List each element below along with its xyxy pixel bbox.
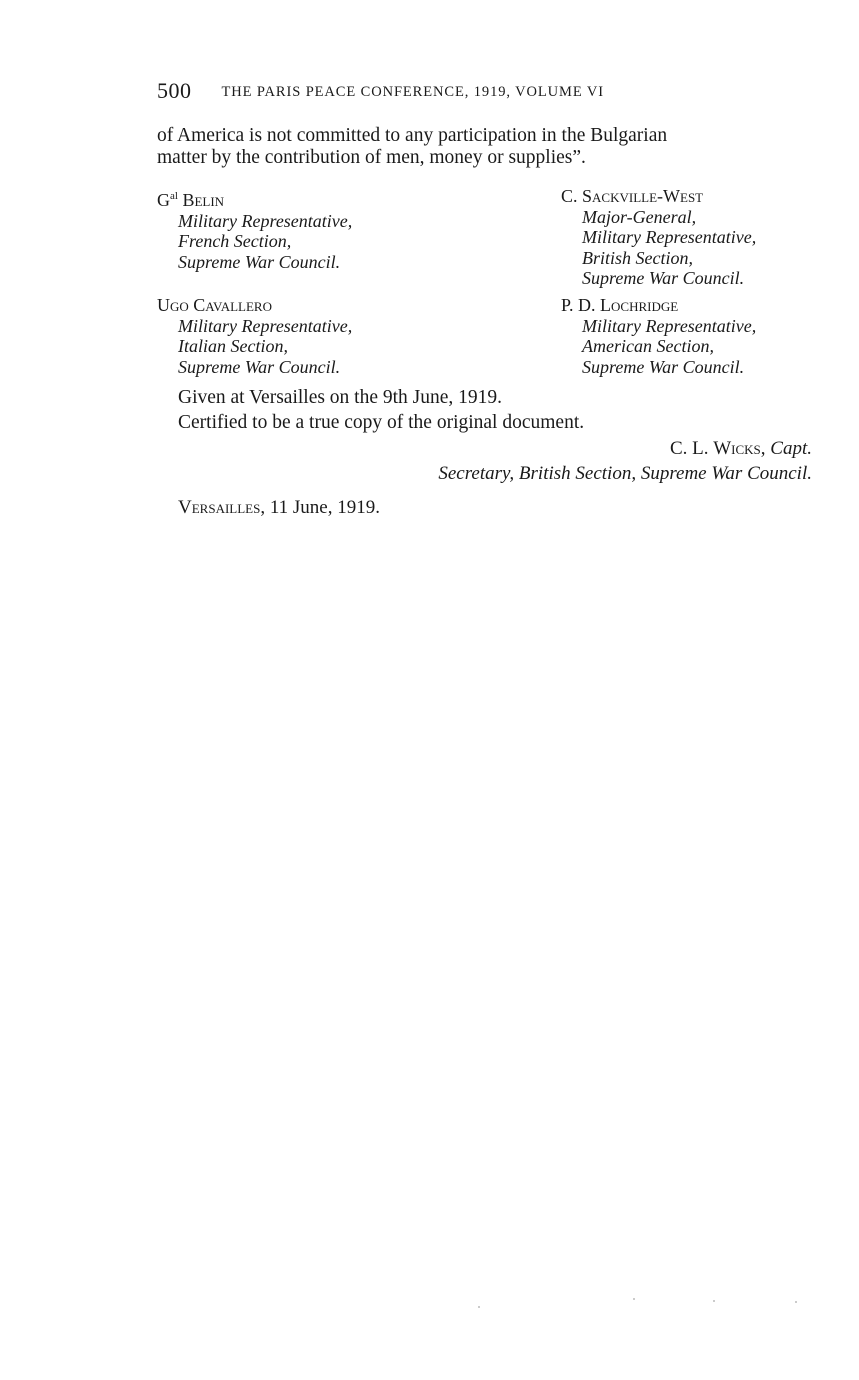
paragraph-line: matter by the contribution of men, money or supplies”.: [157, 147, 586, 168]
running-title: THE PARIS PEACE CONFERENCE, 1919, VOLUME VI: [221, 84, 604, 100]
signatory-role: Military Representative,: [178, 315, 353, 336]
signatory-section: American Section,: [582, 336, 714, 356]
signatory-name: C. Sackville-West: [561, 186, 704, 206]
signature-cavallero: [157, 295, 352, 377]
body-paragraph: [157, 125, 812, 169]
signature-lochridge: [561, 295, 756, 377]
signatory-name: $G^{al}$ Belin: [157, 190, 225, 210]
certification-line: Certified to be a true copy of the original document.: [178, 412, 585, 433]
given-at-line: Given at Versailles on the 9th June, 1919.: [178, 387, 503, 408]
signatory-council: Supreme War Council.: [582, 268, 745, 288]
signatory-section: British Section,: [582, 247, 693, 268]
signatory-council: Supreme War Council.: [582, 356, 745, 377]
signatory-council: Supreme War Council.: [178, 356, 341, 377]
signatory-role: Military Representative,: [582, 227, 757, 247]
place-date-line: Versailles, 11 June, 1919.: [178, 497, 380, 518]
signatory-rank: Major-General,: [582, 206, 697, 227]
signatory-section: French Section,: [178, 231, 292, 251]
scan-speck: [633, 1298, 635, 1300]
signatory-name: Ugo Cavallero: [157, 295, 272, 315]
signature-sackville-west: [561, 186, 756, 289]
certifier-name: C. L. Wicks, Capt.: [669, 438, 812, 459]
scan-speck: [795, 1301, 797, 1303]
scan-speck: [478, 1306, 480, 1308]
signatory-council: Supreme War Council.: [178, 251, 341, 272]
paragraph-line: of America is not committed to any participation in the Bulgarian: [157, 125, 668, 146]
signatory-role: Military Representative,: [582, 315, 757, 336]
scan-speck: [713, 1300, 715, 1302]
page-header: [157, 78, 817, 104]
signatory-role: Military Representative,: [178, 210, 353, 231]
certifier-title: Secretary, British Section, Supreme War Council.: [438, 463, 812, 484]
signatory-name: P. D. Lochridge: [561, 295, 679, 315]
signatory-section: Italian Section,: [178, 336, 288, 356]
page-number: 500: [157, 78, 192, 103]
signature-belin: [157, 186, 352, 272]
